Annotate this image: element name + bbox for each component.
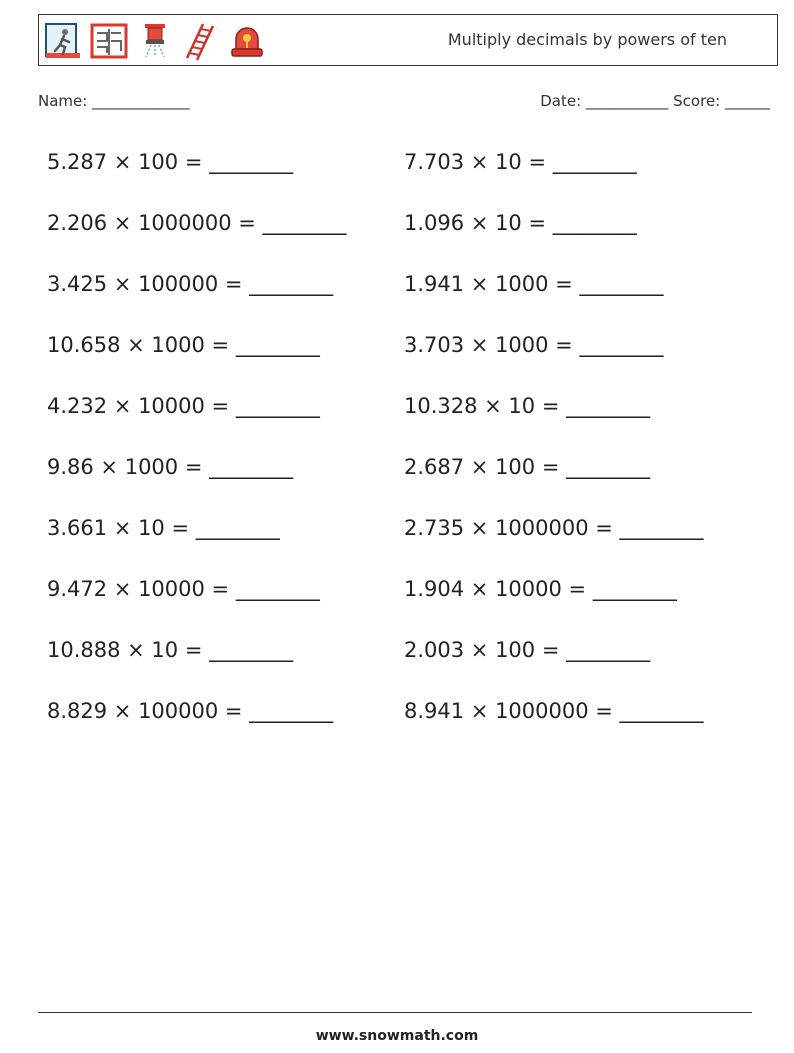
problem-row <box>0 384 794 445</box>
floor-plan-icon <box>89 21 129 61</box>
date-score-fields: Date: ___________ Score: ______ <box>540 92 770 110</box>
problem-17: 10.888 × 10 = ________ <box>47 638 294 662</box>
footer-url[interactable]: www.snowmath.com <box>315 1028 479 1044</box>
problem-grid <box>0 140 794 750</box>
worksheet-title: Multiply decimals by powers of ten <box>447 30 727 49</box>
problem-15: 9.472 × 10000 = ________ <box>47 577 320 601</box>
alarm-light-icon <box>227 21 267 61</box>
problem-9: 4.232 × 10000 = ________ <box>47 394 320 418</box>
ladder-icon <box>181 21 221 61</box>
problem-4: 1.096 × 10 = ________ <box>404 211 637 235</box>
problem-row <box>0 201 794 262</box>
problem-19: 8.829 × 100000 = ________ <box>47 699 334 723</box>
name-field: Name: _____________ <box>38 92 190 110</box>
problem-row <box>0 689 794 750</box>
sprinkler-icon <box>135 21 175 61</box>
problem-13: 3.661 × 10 = ________ <box>47 516 280 540</box>
problem-7: 10.658 × 1000 = ________ <box>47 333 320 357</box>
worksheet-header <box>38 14 778 66</box>
problem-row <box>0 628 794 689</box>
problem-18: 2.003 × 100 = ________ <box>404 638 651 662</box>
problem-row <box>0 262 794 323</box>
problem-8: 3.703 × 1000 = ________ <box>404 333 664 357</box>
problem-1: 5.287 × 100 = ________ <box>47 150 294 174</box>
problem-row <box>0 567 794 628</box>
problem-row <box>0 140 794 201</box>
problem-20: 8.941 × 1000000 = ________ <box>404 699 704 723</box>
problem-16: 1.904 × 10000 = ________ <box>404 577 677 601</box>
problem-12: 2.687 × 100 = ________ <box>404 455 651 479</box>
emergency-exit-icon <box>43 21 83 61</box>
problem-10: 10.328 × 10 = ________ <box>404 394 651 418</box>
problem-3: 2.206 × 1000000 = ________ <box>47 211 347 235</box>
header-icons <box>43 21 267 61</box>
problem-row <box>0 506 794 567</box>
problem-row <box>0 445 794 506</box>
footer-divider <box>38 1012 752 1013</box>
problem-row <box>0 323 794 384</box>
problem-11: 9.86 × 1000 = ________ <box>47 455 294 479</box>
problem-5: 3.425 × 100000 = ________ <box>47 272 334 296</box>
problem-14: 2.735 × 1000000 = ________ <box>404 516 704 540</box>
problem-2: 7.703 × 10 = ________ <box>404 150 637 174</box>
problem-6: 1.941 × 1000 = ________ <box>404 272 664 296</box>
